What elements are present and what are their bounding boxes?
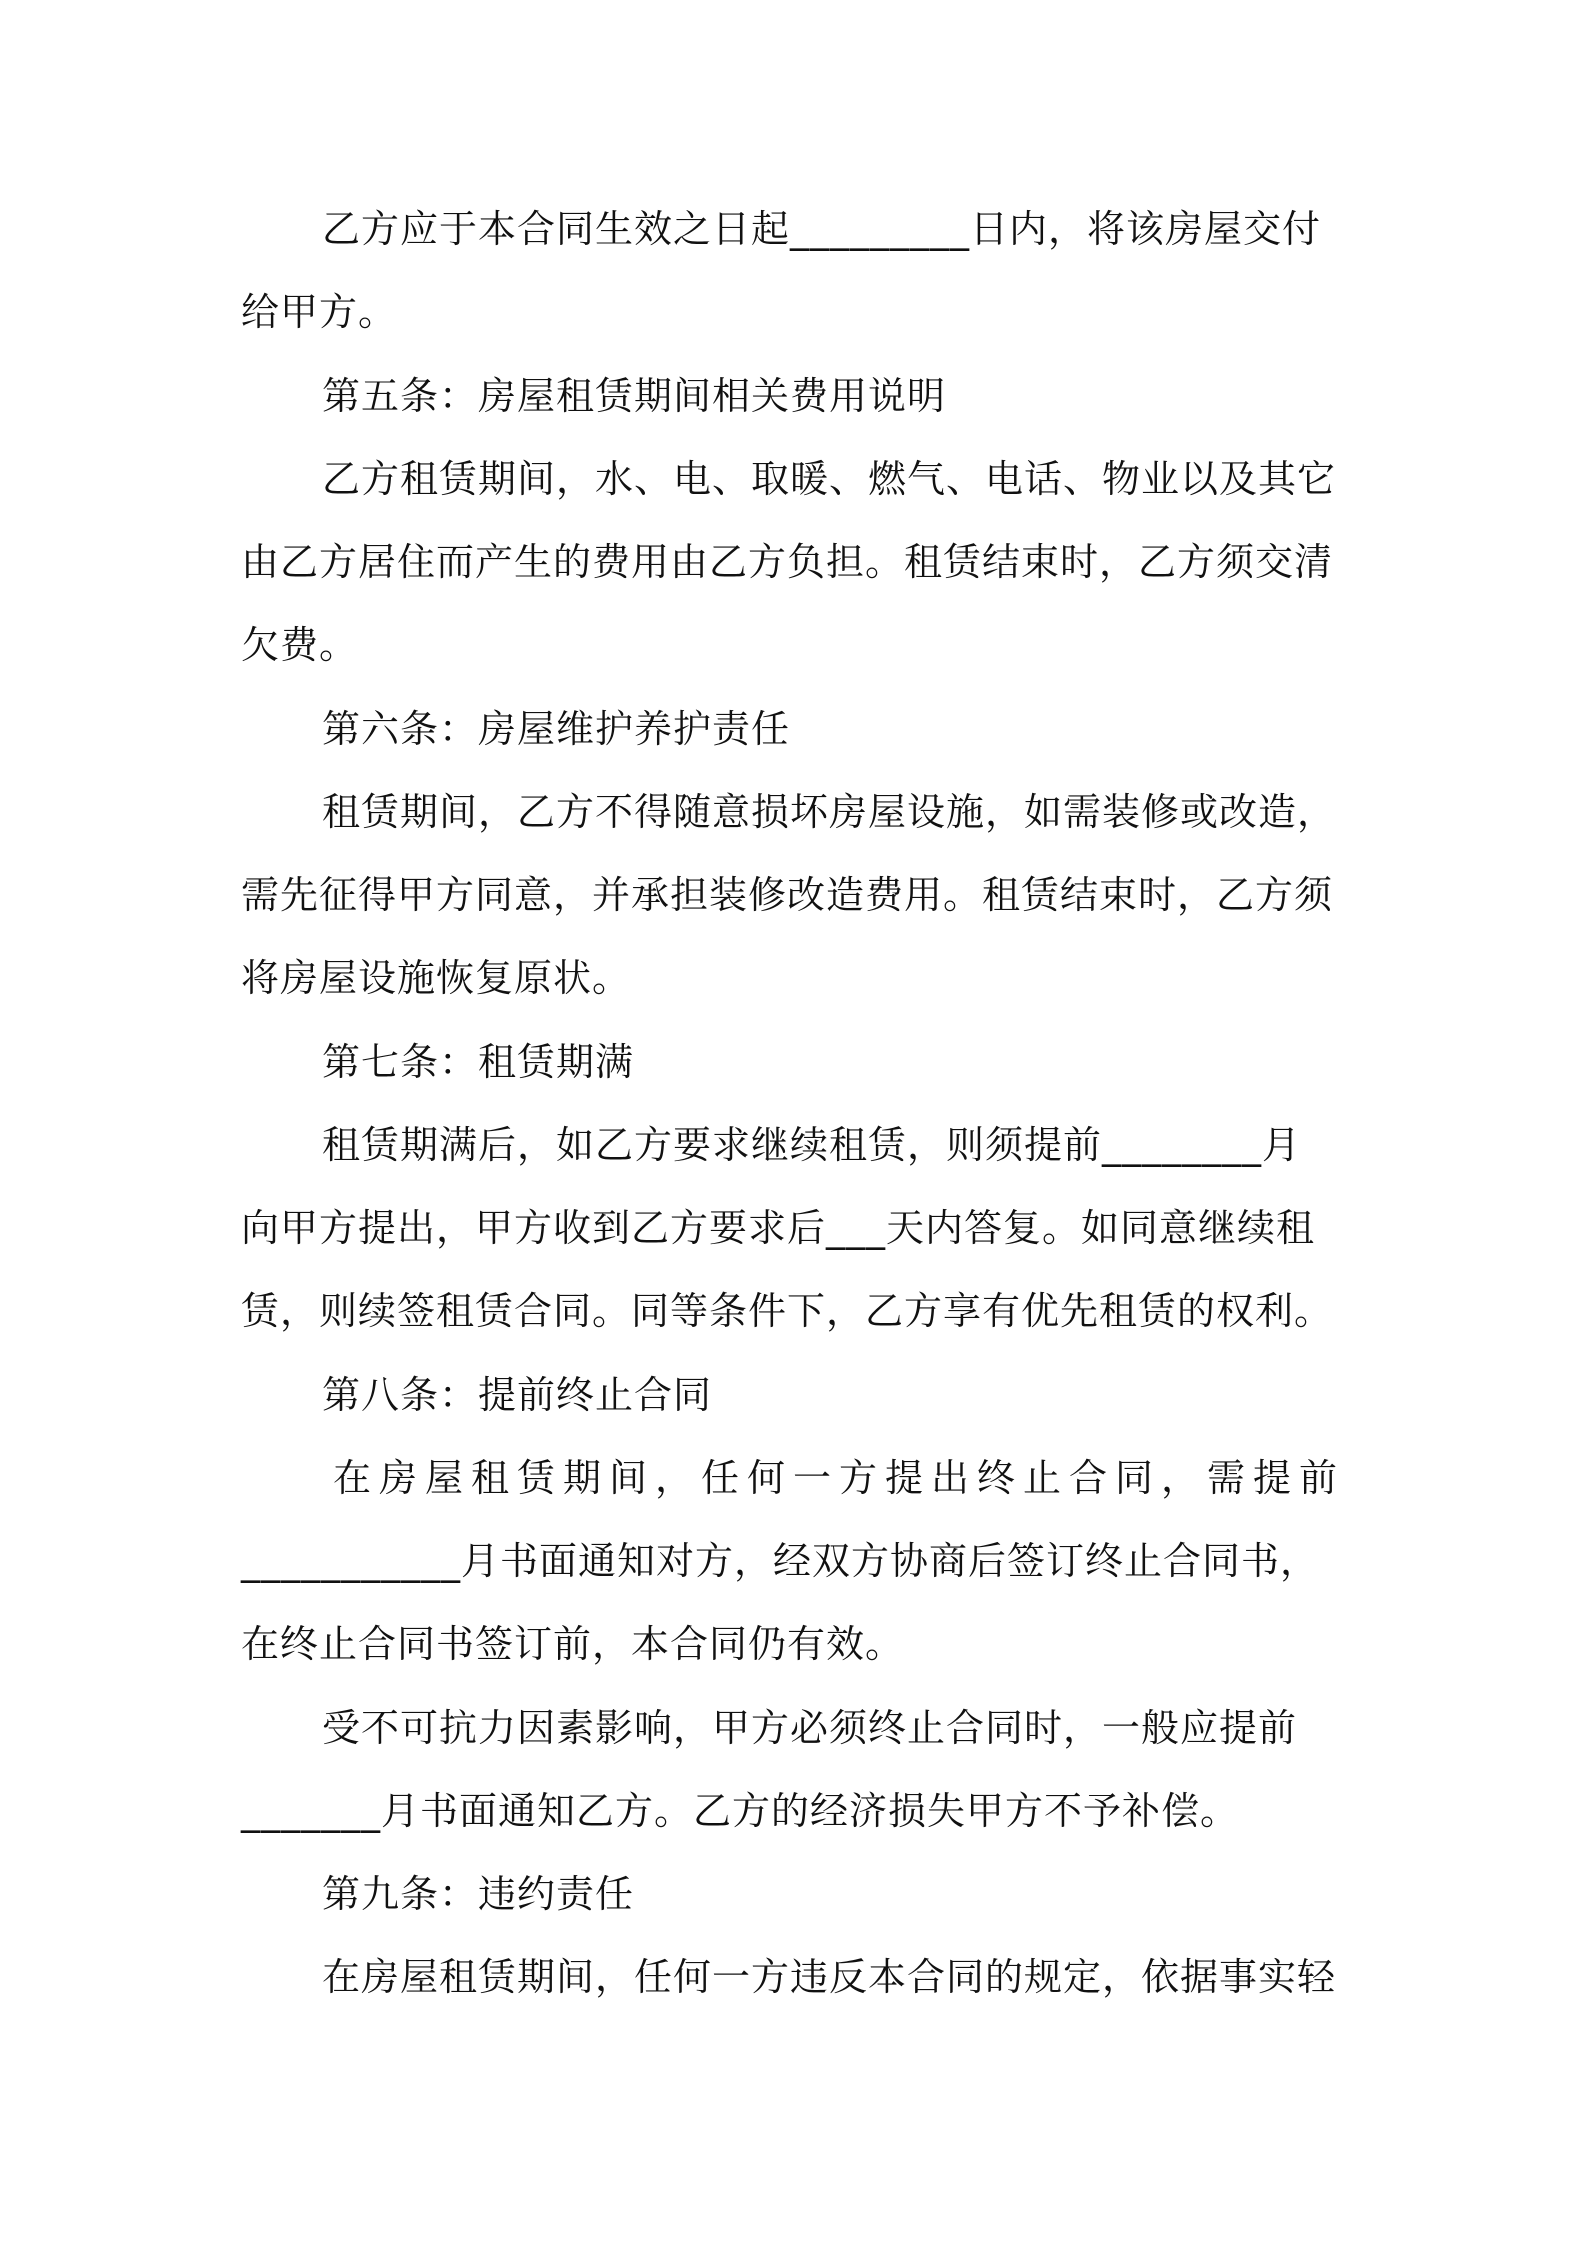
paragraph-line: 将房屋设施恢复原状。	[241, 956, 632, 1000]
section-heading-6: 第六条：房屋维护养护责任	[322, 707, 791, 751]
paragraph-line: 乙方租赁期间，水、电、取暖、燃气、电话、物业以及其它	[322, 457, 1337, 501]
section-heading-5: 第五条：房屋租赁期间相关费用说明	[322, 374, 947, 418]
paragraph-line: 在房屋租赁期间，任何一方提出终止合同，需提前	[333, 1456, 1346, 1500]
section-heading-9: 第九条：违约责任	[322, 1872, 635, 1916]
paragraph-line: 租赁期间，乙方不得随意损坏房屋设施，如需装修或改造，	[322, 790, 1337, 834]
paragraph-line: 向甲方提出，甲方收到乙方要求后___天内答复。如同意继续租	[241, 1206, 1316, 1250]
paragraph-line: _______月书面通知乙方。乙方的经济损失甲方不予补偿。	[241, 1789, 1240, 1833]
paragraph-line: 在终止合同书签订前，本合同仍有效。	[241, 1622, 905, 1666]
paragraph-line: 在房屋租赁期间，任何一方违反本合同的规定，依据事实轻	[322, 1955, 1337, 1999]
paragraph-line: ___________月书面通知对方，经双方协商后签订终止合同书，	[241, 1539, 1320, 1583]
paragraph-line: 欠费。	[241, 623, 359, 667]
section-heading-7: 第七条：租赁期满	[322, 1040, 635, 1084]
paragraph-line: 租赁期满后，如乙方要求继续租赁，则须提前________月	[322, 1123, 1302, 1167]
paragraph-line: 由乙方居住而产生的费用由乙方负担。租赁结束时，乙方须交清	[241, 540, 1334, 584]
paragraph-line: 乙方应于本合同生效之日起_________日内，将该房屋交付	[322, 207, 1322, 251]
paragraph-line: 受不可抗力因素影响，甲方必须终止合同时，一般应提前	[322, 1706, 1298, 1750]
paragraph-line: 给甲方。	[241, 290, 398, 334]
paragraph-line: 需先征得甲方同意，并承担装修改造费用。租赁结束时，乙方须	[241, 873, 1334, 917]
paragraph-line: 赁，则续签租赁合同。同等条件下，乙方享有优先租赁的权利。	[241, 1289, 1334, 1333]
section-heading-8: 第八条：提前终止合同	[322, 1373, 713, 1417]
